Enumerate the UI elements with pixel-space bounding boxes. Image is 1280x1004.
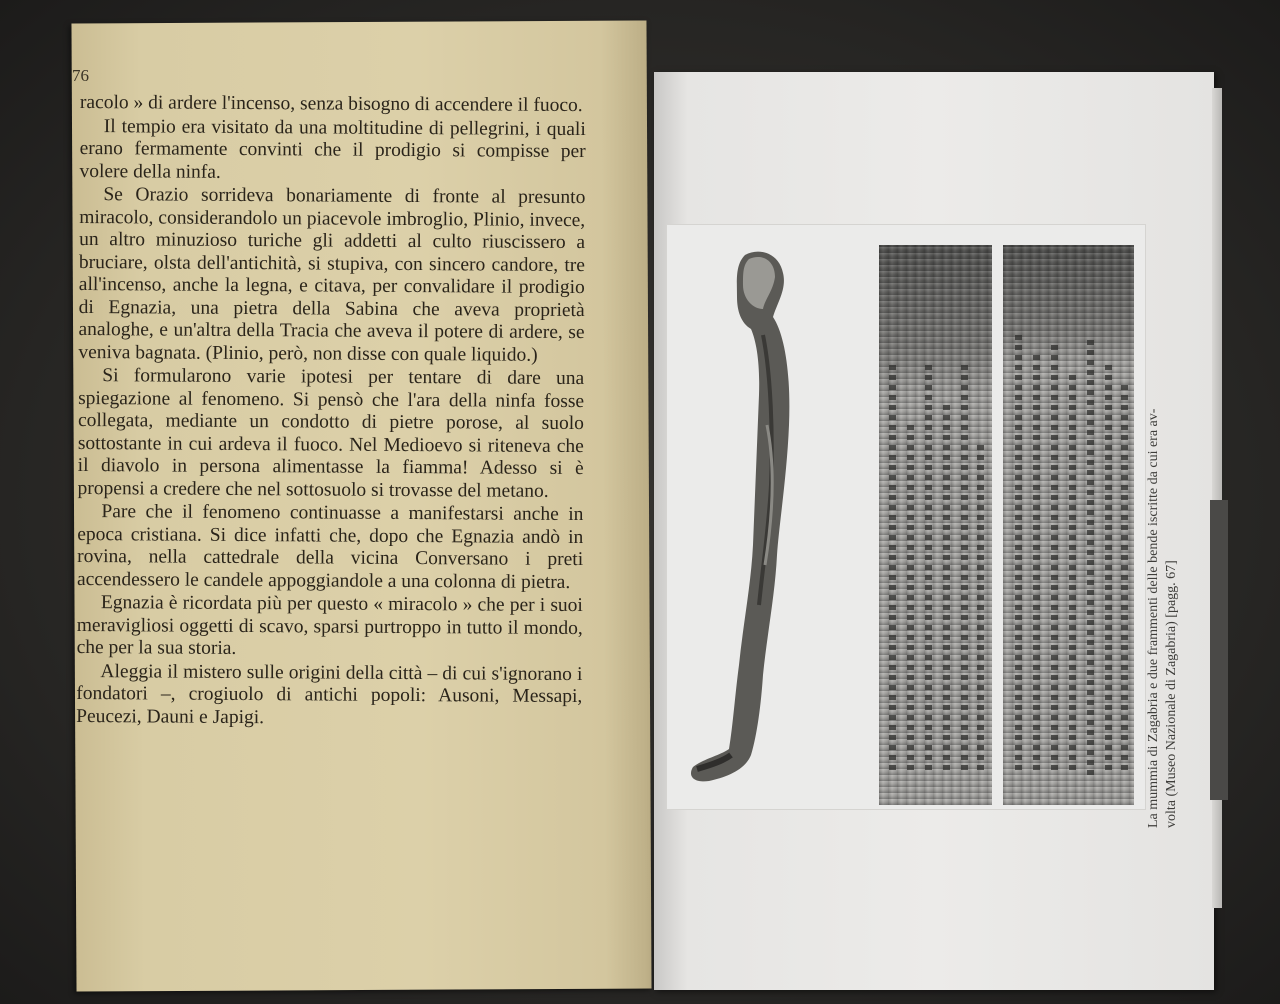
paragraph: Se Orazio sorrideva bonariamente di fronte al presunto miracolo, considerandolo un piacevole imbroglio, Plinio, invece, un altro minuzioso turiche gli addetti al culto riuscissero a bruciare, olsta dell'antichità, si stupiva, con sincero candore, tre all'incenso, anche la legna, e citava, per convalidare il prodigio di Egnazia, una pietra della Sabina che aveva proprietà analoghe, e un'altra della Tracia che aveva il potere di ardere, se veniva bagnata. (Plinio, però, non disse con quale liquido.) — [78, 184, 586, 366]
linen-fragment — [1003, 245, 1134, 805]
figure-caption — [1145, 248, 1181, 828]
linen-fragment — [879, 245, 992, 805]
caption-line: La mummia di Zagabria e due frammenti delle bende iscritte da cui era av- — [1146, 408, 1161, 828]
right-page-edge-shadow — [1210, 500, 1228, 800]
mummy-photograph — [666, 224, 1146, 810]
paragraph: Egnazia è ricordata più per questo « miracolo » che per i suoi meravigliosi oggetti di scavo, sparsi purtroppo in tutto il mondo, che per la sua storia. — [76, 592, 583, 659]
paragraph: Aleggia il mistero sulle origini della città – di cui s'ignorano i fondatori –, crogiuolo di antichi popoli: Ausoni, Messapi, Peucezi, Dauni e Japigi. — [76, 660, 583, 728]
paragraph: Il tempio era visitato da una moltitudine di pellegrini, i quali erano fermamente convinti che il prodigio si compisse per volere della ninfa. — [79, 115, 586, 183]
page-number: 76 — [72, 66, 89, 85]
caption-line: volta (Museo Nazionale di Zagabria) [pagg. 67] — [1164, 560, 1179, 828]
paragraph: racolo » di ardere l'incenso, senza bisogno di accendere il fuoco. — [79, 92, 583, 117]
left-page-text — [76, 92, 586, 731]
paragraph: Si formularono varie ipotesi per tentare di dare una spiegazione al fenomeno. Si pensò che l'ara della ninfa fosse collegata, mediante un condotto di pietre porose, al suolo sottostante in cui ardeva il fuoco. Nel Medioevo si riteneva che il diavolo in persona alimentasse la fiamma! Adesso si è propensi a credere che nel sottosuolo si trovasse del metano. — [77, 365, 585, 502]
paragraph: Pare che il fenomeno continuasse a manifestarsi anche in epoca cristiana. Si dice infatti che, dopo che Egnazia andò in rovina, nella cattedrale della vicina Conversano i preti accendessero le candele appoggiandole a una colonna di pietra. — [76, 501, 584, 593]
mummy-figure — [667, 225, 877, 809]
